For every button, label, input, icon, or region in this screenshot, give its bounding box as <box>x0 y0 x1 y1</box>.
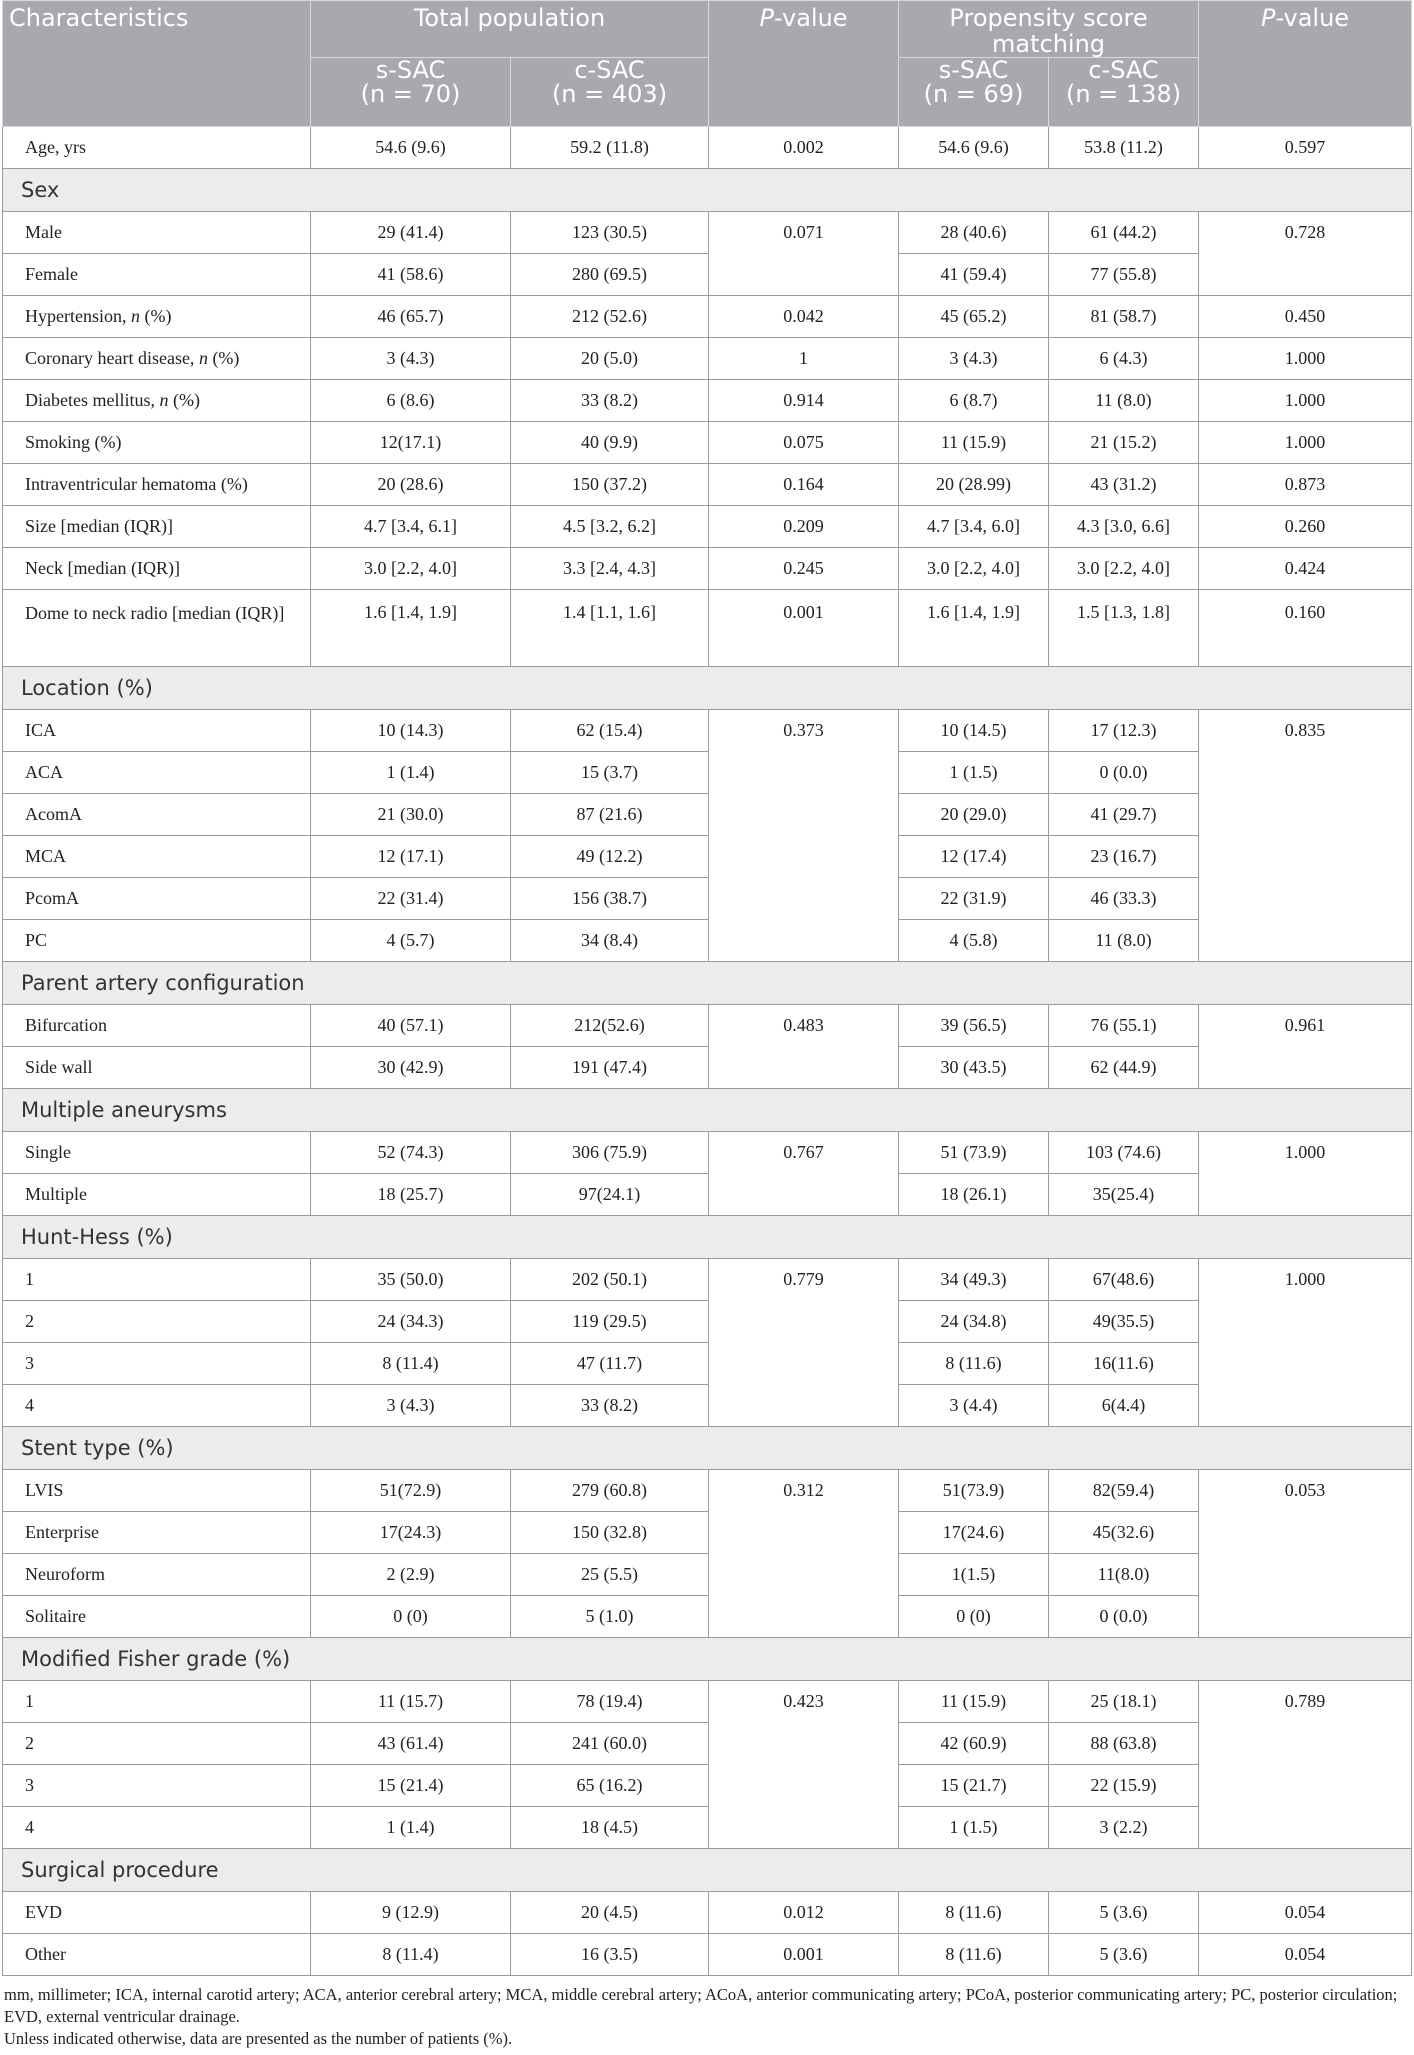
cell: 0 (0.0) <box>1049 752 1199 794</box>
cell: 16 (3.5) <box>511 1934 709 1976</box>
row-label: Hypertension, n (%) <box>3 296 311 338</box>
table-row <box>3 1934 1412 1976</box>
cell: 34 (8.4) <box>511 920 709 962</box>
table-row <box>3 296 1412 338</box>
p-value-cell: 1.000 <box>1199 380 1412 422</box>
row-label: Intraventricular hematoma (%) <box>3 464 311 506</box>
cell: 18 (25.7) <box>311 1174 511 1216</box>
cell: 15 (21.4) <box>311 1765 511 1807</box>
row-label: LVIS <box>3 1470 311 1512</box>
cell: 33 (8.2) <box>511 380 709 422</box>
cell: 4 (5.7) <box>311 920 511 962</box>
cell: 8 (11.6) <box>899 1934 1049 1976</box>
p-value-cell: 0.789 <box>1199 1681 1412 1849</box>
cell: 24 (34.8) <box>899 1301 1049 1343</box>
p-value-cell: 0.873 <box>1199 464 1412 506</box>
p-value-cell: 0.450 <box>1199 296 1412 338</box>
cell: 8 (11.6) <box>899 1343 1049 1385</box>
header-psm-c-sac: c-SAC (n = 138) <box>1049 58 1199 127</box>
cell: 5 (3.6) <box>1049 1934 1199 1976</box>
table-header <box>3 1 1412 127</box>
row-label: Multiple <box>3 1174 311 1216</box>
cell: 8 (11.6) <box>899 1892 1049 1934</box>
data-presentation-note: Unless indicated otherwise, data are presented as the number of patients (%). <box>4 2029 513 2048</box>
cell: 97(24.1) <box>511 1174 709 1216</box>
p-value-cell: 0.053 <box>1199 1470 1412 1638</box>
row-label: Female <box>3 254 311 296</box>
cell: 30 (42.9) <box>311 1047 511 1089</box>
row-label: 1 <box>3 1681 311 1723</box>
cell: 47 (11.7) <box>511 1343 709 1385</box>
cell: 11 (8.0) <box>1049 920 1199 962</box>
cell: 43 (61.4) <box>311 1723 511 1765</box>
cell: 150 (37.2) <box>511 464 709 506</box>
row-label: Enterprise <box>3 1512 311 1554</box>
cell: 61 (44.2) <box>1049 212 1199 254</box>
cell: 16(11.6) <box>1049 1343 1199 1385</box>
header-p-value-psm: P-value <box>1199 1 1412 127</box>
cell: 212 (52.6) <box>511 296 709 338</box>
cell: 5 (3.6) <box>1049 1892 1199 1934</box>
cell: 51(72.9) <box>311 1470 511 1512</box>
cell: 4 (5.8) <box>899 920 1049 962</box>
table-row <box>3 380 1412 422</box>
p-value-cell: 0.728 <box>1199 212 1412 296</box>
cell: 3.3 [2.4, 4.3] <box>511 548 709 590</box>
cell: 1.5 [1.3, 1.8] <box>1049 590 1199 667</box>
cell: 306 (75.9) <box>511 1132 709 1174</box>
header-characteristics: Characteristics <box>3 1 311 127</box>
p-value-cell: 0.961 <box>1199 1005 1412 1089</box>
cell: 81 (58.7) <box>1049 296 1199 338</box>
p-value-cell: 0.001 <box>709 1934 899 1976</box>
p-value-cell: 0.373 <box>709 710 899 962</box>
cell: 3 (2.2) <box>1049 1807 1199 1849</box>
cell: 43 (31.2) <box>1049 464 1199 506</box>
abbreviations-note: mm, millimeter; ICA, internal carotid artery; ACA, anterior cerebral artery; MCA, middle cerebral artery; ACoA, anterior communicating artery; PCoA, posterior communicating artery; PC, posterior circulation; EVD, external ventricular drainage. <box>4 1985 1398 2026</box>
row-label: Side wall <box>3 1047 311 1089</box>
cell: 41 (59.4) <box>899 254 1049 296</box>
p-value-cell: 0.597 <box>1199 127 1412 169</box>
cell: 4.7 [3.4, 6.1] <box>311 506 511 548</box>
cell: 45 (65.2) <box>899 296 1049 338</box>
cell: 20 (28.99) <box>899 464 1049 506</box>
cell: 52 (74.3) <box>311 1132 511 1174</box>
section-row <box>3 1849 1412 1892</box>
row-label: PC <box>3 920 311 962</box>
cell: 15 (21.7) <box>899 1765 1049 1807</box>
cell: 1 (1.5) <box>899 752 1049 794</box>
table-row <box>3 1259 1412 1301</box>
row-label: Coronary heart disease, n (%) <box>3 338 311 380</box>
cell: 0 (0) <box>311 1596 511 1638</box>
section-row <box>3 1216 1412 1259</box>
header-total-c-sac: c-SAC (n = 403) <box>511 58 709 127</box>
cell: 3.0 [2.2, 4.0] <box>1049 548 1199 590</box>
p-value-cell: 0.835 <box>1199 710 1412 962</box>
cell: 3.0 [2.2, 4.0] <box>899 548 1049 590</box>
cell: 35(25.4) <box>1049 1174 1199 1216</box>
section-title: Hunt-Hess (%) <box>3 1216 1412 1259</box>
p-value-cell: 0.424 <box>1199 548 1412 590</box>
section-row <box>3 1638 1412 1681</box>
row-label: Neck [median (IQR)] <box>3 548 311 590</box>
cell: 28 (40.6) <box>899 212 1049 254</box>
header-psm-s-sac: s-SAC (n = 69) <box>899 58 1049 127</box>
row-label: PcomA <box>3 878 311 920</box>
row-label: Age, yrs <box>3 127 311 169</box>
cell: 35 (50.0) <box>311 1259 511 1301</box>
table-row <box>3 548 1412 590</box>
cell: 21 (15.2) <box>1049 422 1199 464</box>
cell: 2 (2.9) <box>311 1554 511 1596</box>
cell: 0 (0) <box>899 1596 1049 1638</box>
cell: 62 (15.4) <box>511 710 709 752</box>
header-propensity-score-matching: Propensity score matching <box>899 1 1199 58</box>
cell: 67(48.6) <box>1049 1259 1199 1301</box>
cell: 30 (43.5) <box>899 1047 1049 1089</box>
row-label: Dome to neck radio [median (IQR)] <box>3 590 311 667</box>
cell: 1(1.5) <box>899 1554 1049 1596</box>
section-title: Sex <box>3 169 1412 212</box>
row-label: Male <box>3 212 311 254</box>
section-title: Location (%) <box>3 667 1412 710</box>
row-label: Smoking (%) <box>3 422 311 464</box>
p-value-cell: 0.054 <box>1199 1934 1412 1976</box>
p-value-cell: 0.209 <box>709 506 899 548</box>
cell: 65 (16.2) <box>511 1765 709 1807</box>
header-p-value-total: P-value <box>709 1 899 127</box>
p-value-cell: 0.001 <box>709 590 899 667</box>
cell: 51 (73.9) <box>899 1132 1049 1174</box>
cell: 1 (1.4) <box>311 1807 511 1849</box>
row-label: ACA <box>3 752 311 794</box>
cell: 12(17.1) <box>311 422 511 464</box>
section-title: Stent type (%) <box>3 1427 1412 1470</box>
section-row <box>3 962 1412 1005</box>
table-row <box>3 710 1412 752</box>
cell: 15 (3.7) <box>511 752 709 794</box>
row-label: 3 <box>3 1765 311 1807</box>
p-value-cell: 0.423 <box>709 1681 899 1849</box>
cell: 51(73.9) <box>899 1470 1049 1512</box>
cell: 20 (4.5) <box>511 1892 709 1934</box>
row-label: Other <box>3 1934 311 1976</box>
cell: 22 (15.9) <box>1049 1765 1199 1807</box>
cell: 4.7 [3.4, 6.0] <box>899 506 1049 548</box>
p-value-cell: 0.767 <box>709 1132 899 1216</box>
p-value-cell: 0.042 <box>709 296 899 338</box>
cell: 4.5 [3.2, 6.2] <box>511 506 709 548</box>
cell: 88 (63.8) <box>1049 1723 1199 1765</box>
p-value-cell: 0.483 <box>709 1005 899 1089</box>
cell: 17(24.6) <box>899 1512 1049 1554</box>
cell: 3.0 [2.2, 4.0] <box>311 548 511 590</box>
cell: 17(24.3) <box>311 1512 511 1554</box>
row-label: 3 <box>3 1343 311 1385</box>
table-footnote <box>2 1976 1412 2050</box>
cell: 82(59.4) <box>1049 1470 1199 1512</box>
cell: 40 (9.9) <box>511 422 709 464</box>
p-value-cell: 1.000 <box>1199 422 1412 464</box>
cell: 20 (29.0) <box>899 794 1049 836</box>
cell: 119 (29.5) <box>511 1301 709 1343</box>
cell: 41 (58.6) <box>311 254 511 296</box>
cell: 6(4.4) <box>1049 1385 1199 1427</box>
cell: 1 (1.5) <box>899 1807 1049 1849</box>
table-row <box>3 127 1412 169</box>
table-row <box>3 338 1412 380</box>
cell: 59.2 (11.8) <box>511 127 709 169</box>
table-row <box>3 1892 1412 1934</box>
cell: 17 (12.3) <box>1049 710 1199 752</box>
cell: 53.8 (11.2) <box>1049 127 1199 169</box>
row-label: MCA <box>3 836 311 878</box>
cell: 25 (18.1) <box>1049 1681 1199 1723</box>
section-row <box>3 667 1412 710</box>
cell: 150 (32.8) <box>511 1512 709 1554</box>
p-value-cell: 0.071 <box>709 212 899 296</box>
section-title: Modified Fisher grade (%) <box>3 1638 1412 1681</box>
cell: 11(8.0) <box>1049 1554 1199 1596</box>
row-label: 1 <box>3 1259 311 1301</box>
cell: 8 (11.4) <box>311 1343 511 1385</box>
section-row <box>3 1427 1412 1470</box>
cell: 21 (30.0) <box>311 794 511 836</box>
table-row <box>3 1681 1412 1723</box>
p-value-cell: 0.312 <box>709 1470 899 1638</box>
cell: 40 (57.1) <box>311 1005 511 1047</box>
section-row <box>3 169 1412 212</box>
row-label: Solitaire <box>3 1596 311 1638</box>
cell: 191 (47.4) <box>511 1047 709 1089</box>
section-title: Parent artery configuration <box>3 962 1412 1005</box>
cell: 18 (4.5) <box>511 1807 709 1849</box>
row-label: Size [median (IQR)] <box>3 506 311 548</box>
cell: 202 (50.1) <box>511 1259 709 1301</box>
cell: 25 (5.5) <box>511 1554 709 1596</box>
p-value-cell: 1 <box>709 338 899 380</box>
cell: 9 (12.9) <box>311 1892 511 1934</box>
cell: 11 (8.0) <box>1049 380 1199 422</box>
p-value-cell: 1.000 <box>1199 1132 1412 1216</box>
table-row <box>3 1470 1412 1512</box>
header-total-population: Total population <box>311 1 709 58</box>
table-row <box>3 212 1412 254</box>
cell: 3 (4.4) <box>899 1385 1049 1427</box>
row-label: 2 <box>3 1301 311 1343</box>
row-label: Single <box>3 1132 311 1174</box>
row-label: Neuroform <box>3 1554 311 1596</box>
row-label: Diabetes mellitus, n (%) <box>3 380 311 422</box>
cell: 6 (8.6) <box>311 380 511 422</box>
cell: 241 (60.0) <box>511 1723 709 1765</box>
p-value-cell: 1.000 <box>1199 1259 1412 1427</box>
cell: 123 (30.5) <box>511 212 709 254</box>
section-title: Multiple aneurysms <box>3 1089 1412 1132</box>
cell: 12 (17.1) <box>311 836 511 878</box>
cell: 34 (49.3) <box>899 1259 1049 1301</box>
table-row <box>3 1005 1412 1047</box>
cell: 46 (33.3) <box>1049 878 1199 920</box>
cell: 41 (29.7) <box>1049 794 1199 836</box>
row-label: AcomA <box>3 794 311 836</box>
cell: 54.6 (9.6) <box>899 127 1049 169</box>
cell: 77 (55.8) <box>1049 254 1199 296</box>
section-row <box>3 1089 1412 1132</box>
row-label: Bifurcation <box>3 1005 311 1047</box>
cell: 8 (11.4) <box>311 1934 511 1976</box>
cell: 42 (60.9) <box>899 1723 1049 1765</box>
table-row <box>3 590 1412 667</box>
p-value-cell: 0.779 <box>709 1259 899 1427</box>
cell: 0 (0.0) <box>1049 1596 1199 1638</box>
cell: 3 (4.3) <box>899 338 1049 380</box>
cell: 1.4 [1.1, 1.6] <box>511 590 709 667</box>
cell: 46 (65.7) <box>311 296 511 338</box>
cell: 5 (1.0) <box>511 1596 709 1638</box>
characteristics-table <box>2 0 1412 1976</box>
p-value-cell: 0.054 <box>1199 1892 1412 1934</box>
cell: 24 (34.3) <box>311 1301 511 1343</box>
cell: 103 (74.6) <box>1049 1132 1199 1174</box>
cell: 62 (44.9) <box>1049 1047 1199 1089</box>
cell: 1 (1.4) <box>311 752 511 794</box>
table-body <box>3 127 1412 1976</box>
cell: 6 (8.7) <box>899 380 1049 422</box>
cell: 33 (8.2) <box>511 1385 709 1427</box>
header-total-s-sac: s-SAC (n = 70) <box>311 58 511 127</box>
cell: 10 (14.3) <box>311 710 511 752</box>
table-row <box>3 506 1412 548</box>
cell: 78 (19.4) <box>511 1681 709 1723</box>
p-value-cell: 0.002 <box>709 127 899 169</box>
p-value-cell: 0.914 <box>709 380 899 422</box>
cell: 20 (28.6) <box>311 464 511 506</box>
table-row <box>3 464 1412 506</box>
cell: 29 (41.4) <box>311 212 511 254</box>
cell: 1.6 [1.4, 1.9] <box>311 590 511 667</box>
cell: 87 (21.6) <box>511 794 709 836</box>
cell: 11 (15.7) <box>311 1681 511 1723</box>
cell: 11 (15.9) <box>899 1681 1049 1723</box>
cell: 22 (31.4) <box>311 878 511 920</box>
cell: 49 (12.2) <box>511 836 709 878</box>
cell: 49(35.5) <box>1049 1301 1199 1343</box>
cell: 76 (55.1) <box>1049 1005 1199 1047</box>
row-label: 4 <box>3 1385 311 1427</box>
cell: 54.6 (9.6) <box>311 127 511 169</box>
cell: 10 (14.5) <box>899 710 1049 752</box>
p-value-cell: 1.000 <box>1199 338 1412 380</box>
table-row <box>3 422 1412 464</box>
cell: 4.3 [3.0, 6.6] <box>1049 506 1199 548</box>
p-value-cell: 0.164 <box>709 464 899 506</box>
cell: 3 (4.3) <box>311 338 511 380</box>
cell: 212(52.6) <box>511 1005 709 1047</box>
cell: 11 (15.9) <box>899 422 1049 464</box>
cell: 12 (17.4) <box>899 836 1049 878</box>
p-value-cell: 0.260 <box>1199 506 1412 548</box>
p-value-cell: 0.012 <box>709 1892 899 1934</box>
cell: 39 (56.5) <box>899 1005 1049 1047</box>
table-row <box>3 1132 1412 1174</box>
cell: 3 (4.3) <box>311 1385 511 1427</box>
cell: 18 (26.1) <box>899 1174 1049 1216</box>
p-value-cell: 0.160 <box>1199 590 1412 667</box>
cell: 280 (69.5) <box>511 254 709 296</box>
row-label: 2 <box>3 1723 311 1765</box>
cell: 1.6 [1.4, 1.9] <box>899 590 1049 667</box>
row-label: 4 <box>3 1807 311 1849</box>
cell: 23 (16.7) <box>1049 836 1199 878</box>
cell: 6 (4.3) <box>1049 338 1199 380</box>
cell: 22 (31.9) <box>899 878 1049 920</box>
cell: 20 (5.0) <box>511 338 709 380</box>
p-value-cell: 0.075 <box>709 422 899 464</box>
p-value-cell: 0.245 <box>709 548 899 590</box>
row-label: ICA <box>3 710 311 752</box>
cell: 156 (38.7) <box>511 878 709 920</box>
cell: 45(32.6) <box>1049 1512 1199 1554</box>
cell: 279 (60.8) <box>511 1470 709 1512</box>
section-title: Surgical procedure <box>3 1849 1412 1892</box>
row-label: EVD <box>3 1892 311 1934</box>
